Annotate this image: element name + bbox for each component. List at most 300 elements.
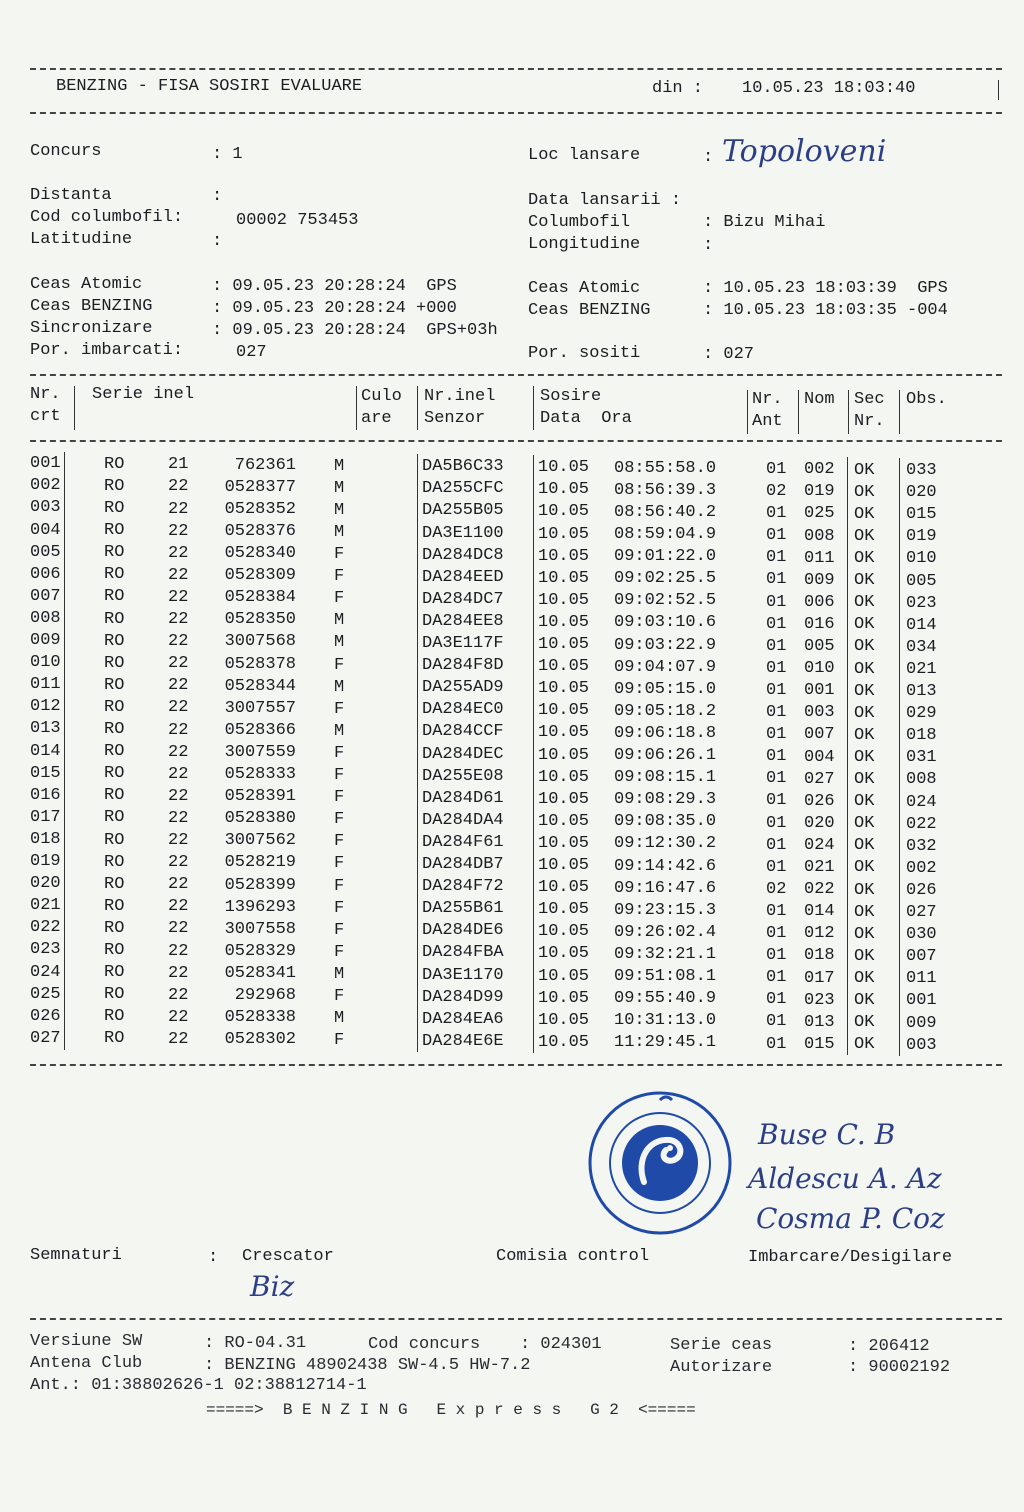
row-ring: 0528333 [224,765,296,784]
row-ring: 3007568 [224,632,296,652]
signatures-label: Semnaturi [30,1246,122,1265]
body-col-divider [533,455,534,1053]
row-nom: 015 [804,1034,835,1054]
row-sec: OK [854,968,875,988]
row-ant: 01 [766,835,787,855]
loc-lansare-label: Loc lansare [528,146,641,165]
row-sensor: DA255B05 [422,501,504,521]
header-col-divider [533,386,534,430]
row-obs: 021 [906,659,937,679]
row-year: 22 [168,543,189,563]
row-obs: 007 [906,947,937,967]
row-obs: 002 [906,858,937,878]
row-sec: OK [854,991,875,1011]
row-year: 22 [168,477,189,497]
row-country: RO [104,499,125,518]
row-sensor: DA284DC7 [422,589,504,609]
row-sensor: DA284D61 [422,788,504,808]
row-year: 22 [168,831,189,850]
loc-lansare-handwritten: Topoloveni [722,134,887,169]
row-time: 09:06:18.8 [614,723,717,743]
row-sec: OK [854,460,875,480]
row-country: RO [104,1029,125,1049]
row-date: 10.05 [538,922,590,942]
cod-concurs-label: Cod concurs [368,1335,481,1354]
row-ring: 0528391 [224,787,296,807]
row-nom: 008 [804,526,835,546]
row-date: 10.05 [538,745,590,765]
row-sensor: DA284DB7 [422,855,504,875]
row-obs: 001 [906,991,937,1011]
row-ant: 01 [766,769,787,789]
row-nom: 023 [804,990,835,1010]
row-date: 10.05 [538,546,590,566]
row-country: RO [104,941,125,960]
row-ant: 02 [766,482,787,502]
row-date: 10.05 [538,502,590,522]
row-ant: 01 [766,680,787,700]
row-sec: OK [854,593,875,613]
row-sensor: DA3E117F [422,634,504,654]
row-ring: 0528329 [224,941,296,961]
row-ant: 01 [766,1034,787,1054]
row-time: 09:06:26.1 [614,746,717,766]
row-ring: 292968 [234,986,296,1005]
row-sensor: DA284F61 [422,832,504,852]
row-nom: 003 [804,703,835,723]
ceas-benzing-2-value: : 10.05.23 18:03:35 -004 [703,301,948,320]
table-bottom-rule [30,1064,1002,1066]
row-date: 10.05 [538,900,590,920]
row-country: RO [104,653,125,673]
ceas-atomic-2-label: Ceas Atomic [528,279,641,298]
row-nr: 005 [30,542,61,562]
row-sex: M [334,964,345,984]
row-obs: 013 [906,682,937,702]
row-nr: 023 [30,940,61,960]
row-obs: 019 [906,527,937,547]
header-nom: Nom [804,390,835,409]
header-col-divider [356,386,357,430]
row-ant: 01 [766,459,787,479]
row-nom: 009 [804,570,835,590]
row-ant: 01 [766,791,787,811]
row-nr: 024 [30,962,61,982]
row-ring: 3007557 [224,698,296,718]
row-obs: 010 [906,549,937,569]
row-nr: 021 [30,896,61,916]
row-sec: OK [854,526,875,546]
row-year: 22 [168,1007,189,1027]
concurs-label: Concurs [30,142,102,161]
row-year: 22 [168,897,189,917]
row-time: 09:32:21.1 [614,944,717,964]
distanta-sep: : [212,187,223,206]
antena-value: : BENZING 48902438 SW-4.5 HW-7.2 [204,1356,531,1375]
row-nom: 010 [804,659,835,679]
row-ring: 3007562 [224,831,296,851]
footer-rule [30,1318,1002,1320]
versiune-value: : RO-04.31 [204,1334,307,1353]
row-time: 09:14:42.6 [614,856,717,876]
cod-columbofil-label: Cod columbofil: [30,208,184,227]
cod-columbofil-value: 00002 753453 [236,211,359,230]
crescator-signature: Biz [250,1270,295,1303]
header-nr-ant: Nr. [752,390,783,409]
row-ring: 1396293 [224,897,296,917]
row-sensor: DA284FBA [422,943,504,963]
antena-label: Antena Club [30,1354,143,1373]
row-sex: F [334,854,345,874]
row-year: 22 [168,742,189,762]
date-value: 10.05.23 18:03:40 [742,79,916,98]
row-sex: F [334,942,345,962]
row-country: RO [104,742,125,762]
row-year: 22 [168,1029,189,1049]
brand-line: =====> B E N Z I N G E x p r e s s G 2 <===== [206,1401,696,1419]
row-sec: OK [854,792,875,812]
row-ring: 0528380 [224,809,296,829]
por-imbarcati-label: Por. imbarcati: [30,341,184,360]
row-sex: M [334,522,345,542]
concurs-value: : 1 [212,145,243,164]
row-ring: 0528352 [224,499,296,519]
row-year: 22 [168,521,189,541]
signature-line-1: Buse C. B [758,1118,896,1151]
row-sec: OK [854,836,875,856]
ceas-benzing-value: : 09.05.23 20:28:24 +000 [212,299,457,318]
row-sex: M [334,721,345,741]
row-year: 22 [168,499,189,519]
row-date: 10.05 [538,590,590,610]
crescator-label: Crescator [242,1247,334,1266]
row-sec: OK [854,902,875,922]
row-nom: 020 [804,813,835,833]
row-sec: OK [854,637,875,657]
row-year: 22 [168,786,189,806]
row-time: 09:04:07.9 [614,657,717,677]
row-sec: OK [854,571,875,591]
row-country: RO [104,587,125,607]
row-sec: OK [854,924,875,944]
row-nr: 020 [30,874,61,894]
row-nr: 003 [30,498,61,518]
row-ant: 01 [766,548,787,568]
autorizare-label: Autorizare [670,1358,773,1377]
row-country: RO [104,565,125,585]
data-lansarii-label: Data lansarii : [528,191,682,210]
row-nom: 006 [804,592,835,612]
row-nom: 014 [804,902,835,922]
row-nom: 001 [804,681,835,701]
row-sex: F [334,655,345,675]
row-date: 10.05 [538,723,590,743]
row-time: 09:08:15.1 [614,768,717,788]
row-sensor: DA284F72 [422,877,504,897]
row-country: RO [104,852,125,872]
row-sex: M [334,500,345,520]
row-country: RO [104,918,125,938]
row-obs: 026 [906,880,937,900]
longitudine-label: Longitudine [528,235,641,254]
row-year: 22 [168,610,189,629]
ceas-atomic-label: Ceas Atomic [30,275,143,294]
row-sec: OK [854,482,875,502]
body-col-divider [847,457,848,1055]
row-nom: 025 [804,504,835,524]
row-nr: 016 [30,785,61,805]
row-sex: F [334,766,345,785]
row-date: 10.05 [538,657,590,677]
row-nr: 019 [30,852,61,872]
row-obs: 009 [906,1013,937,1033]
row-nr: 025 [30,984,61,1004]
row-year: 22 [168,808,189,828]
sincronizare-label: Sincronizare [30,319,153,338]
row-ring: 0528384 [224,588,296,608]
row-sensor: DA284EA6 [422,1009,504,1029]
row-date: 10.05 [538,789,590,809]
row-obs: 005 [906,571,937,591]
row-nr: 014 [30,741,61,761]
row-country: RO [104,521,125,541]
latitudine-sep: : [212,232,223,251]
header-serie-inel: Serie inel [92,385,195,404]
header-nr-inel: Nr.inel [424,387,496,406]
row-sex: F [334,788,345,808]
row-time: 08:56:39.3 [614,480,717,500]
row-sex: F [334,876,345,896]
header-col-divider [74,386,75,430]
header-sec-nr: Nr. [854,412,885,431]
row-ring: 0528340 [224,544,296,563]
row-obs: 027 [906,903,937,923]
header-col-divider [747,390,748,434]
row-obs: 030 [906,925,937,945]
signatures-sep: : [208,1248,219,1267]
row-obs: 029 [906,704,937,724]
row-ring: 0528376 [224,521,296,541]
row-ring: 0528219 [224,853,296,873]
row-ring: 0528344 [224,676,296,696]
table-header-rule [30,440,1002,442]
row-sex: F [334,589,345,609]
row-year: 22 [168,985,189,1005]
row-ant: 01 [766,968,787,988]
row-year: 22 [168,941,189,961]
row-sex: F [334,699,345,719]
row-obs: 024 [906,792,937,812]
row-ring: 0528302 [224,1030,296,1050]
row-sec: OK [854,770,875,790]
row-nom: 018 [804,946,835,966]
row-country: RO [104,963,125,983]
row-time: 08:56:40.2 [614,502,717,522]
row-sex: M [334,633,345,653]
row-sensor: DA284EE8 [422,611,504,631]
row-date: 10.05 [538,612,590,632]
row-country: RO [104,874,125,894]
row-sex: F [334,567,345,587]
row-obs: 020 [906,483,937,503]
row-sec: OK [854,659,875,679]
row-year: 22 [168,632,189,652]
row-year: 22 [168,676,189,696]
row-sensor: DA284DEC [422,744,504,764]
row-sex: M [334,478,345,498]
row-sec: OK [854,725,875,745]
row-sensor: DA5B6C33 [422,457,504,477]
row-obs: 032 [906,836,937,856]
row-sec: OK [854,1013,875,1033]
row-obs: 022 [906,814,937,834]
row-time: 09:12:30.2 [614,834,717,854]
row-nr: 017 [30,807,61,827]
row-ant: 01 [766,725,787,745]
row-obs: 033 [906,461,937,481]
row-country: RO [104,808,125,828]
row-sensor: DA284DE6 [422,921,504,941]
row-sensor: DA284EC0 [422,700,504,720]
por-imbarcati-value: 027 [236,343,267,362]
row-country: RO [104,454,125,474]
row-country: RO [104,720,125,739]
row-obs: 014 [906,615,937,635]
ceas-atomic-value: : 09.05.23 20:28:24 GPS [212,277,457,296]
row-sec: OK [854,814,875,834]
row-nom: 026 [804,791,835,811]
row-date: 10.05 [538,524,590,544]
row-year: 22 [168,875,189,895]
row-date: 10.05 [538,966,590,986]
top-rule [30,68,1002,70]
row-nom: 022 [804,880,835,900]
row-nr: 012 [30,697,61,717]
row-nom: 024 [804,835,835,855]
row-date: 10.05 [538,458,590,478]
row-country: RO [104,830,125,850]
row-time: 09:23:15.3 [614,900,717,920]
row-ant: 01 [766,901,787,921]
row-time: 09:05:15.0 [614,679,717,699]
body-col-divider [899,458,900,1056]
row-ant: 01 [766,924,787,944]
row-sec: OK [854,1035,875,1055]
row-date: 10.05 [538,701,590,721]
row-sex: M [334,677,345,697]
header-rule [30,112,1002,114]
row-nom: 021 [804,858,835,878]
header-sec: Sec [854,390,885,409]
row-obs: 008 [906,770,937,790]
row-ant: 01 [766,636,787,656]
row-time: 09:03:22.9 [614,635,717,655]
row-ring: 0528338 [224,1008,296,1028]
row-sensor: DA284CCF [422,722,504,742]
row-country: RO [104,764,125,784]
row-sec: OK [854,504,875,524]
row-ant: 01 [766,658,787,678]
row-ring: 0528341 [224,963,296,983]
row-year: 22 [168,720,189,740]
row-sensor: DA284D99 [422,987,504,1007]
row-year: 22 [168,565,189,585]
row-sec: OK [854,946,875,966]
row-ant: 01 [766,592,787,612]
table-top-rule [30,374,1002,376]
row-time: 09:51:08.1 [614,967,717,987]
row-time: 09:55:40.9 [614,989,717,1009]
row-nom: 007 [804,725,835,745]
row-country: RO [104,609,125,629]
row-ring: 0528350 [224,610,296,630]
row-sec: OK [854,615,875,635]
row-sex: F [334,898,345,918]
row-nr: 027 [30,1028,61,1048]
row-sec: OK [854,703,875,723]
row-date: 10.05 [538,635,590,654]
row-sensor: DA255E08 [422,766,504,786]
row-nom: 017 [804,968,835,988]
row-sensor: DA284EED [422,567,504,587]
row-obs: 011 [906,969,937,989]
row-nr: 010 [30,653,61,673]
row-time: 09:26:02.4 [614,922,717,942]
row-country: RO [104,476,125,496]
row-sex: F [334,987,345,1006]
row-ant: 01 [766,614,787,634]
row-obs: 003 [906,1035,937,1055]
row-country: RO [104,543,125,563]
row-country: RO [104,1007,125,1027]
header-senzor: Senzor [424,409,486,428]
signature-line-3: Cosma P. Coz [756,1202,945,1235]
date-label: din : [652,79,704,98]
ceas-atomic-2-value: : 10.05.23 18:03:39 GPS [703,279,948,298]
row-sec: OK [854,858,875,878]
row-nr: 008 [30,608,61,628]
header-data-ora: Data Ora [540,409,632,428]
row-ant: 01 [766,703,787,723]
row-obs: 015 [906,505,937,525]
row-date: 10.05 [538,811,590,831]
latitudine-label: Latitudine [30,230,133,249]
row-ant: 01 [766,813,787,833]
header-sosire: Sosire [540,387,602,406]
row-date: 10.05 [538,1032,590,1052]
row-date: 10.05 [538,568,590,588]
row-nr: 006 [30,564,61,584]
row-date: 10.05 [538,679,590,699]
row-nr: 007 [30,586,61,606]
row-nom: 019 [804,482,835,502]
row-sec: OK [854,880,875,900]
row-time: 09:16:47.6 [614,878,717,898]
row-nom: 012 [804,924,835,944]
row-nom: 016 [804,614,835,634]
sincronizare-value: : 09.05.23 20:28:24 GPS+03h [212,321,498,340]
row-nr: 011 [30,675,61,695]
row-ring: 0528366 [224,720,296,740]
row-time: 09:03:10.6 [614,613,717,633]
header-col-divider [417,386,418,430]
header-ant: Ant [752,412,783,431]
row-sensor: DA255AD9 [422,678,504,698]
row-country: RO [104,697,125,717]
versiune-label: Versiune SW [30,1332,143,1351]
row-ring: 0528377 [224,477,296,497]
row-nom: 005 [804,637,835,657]
